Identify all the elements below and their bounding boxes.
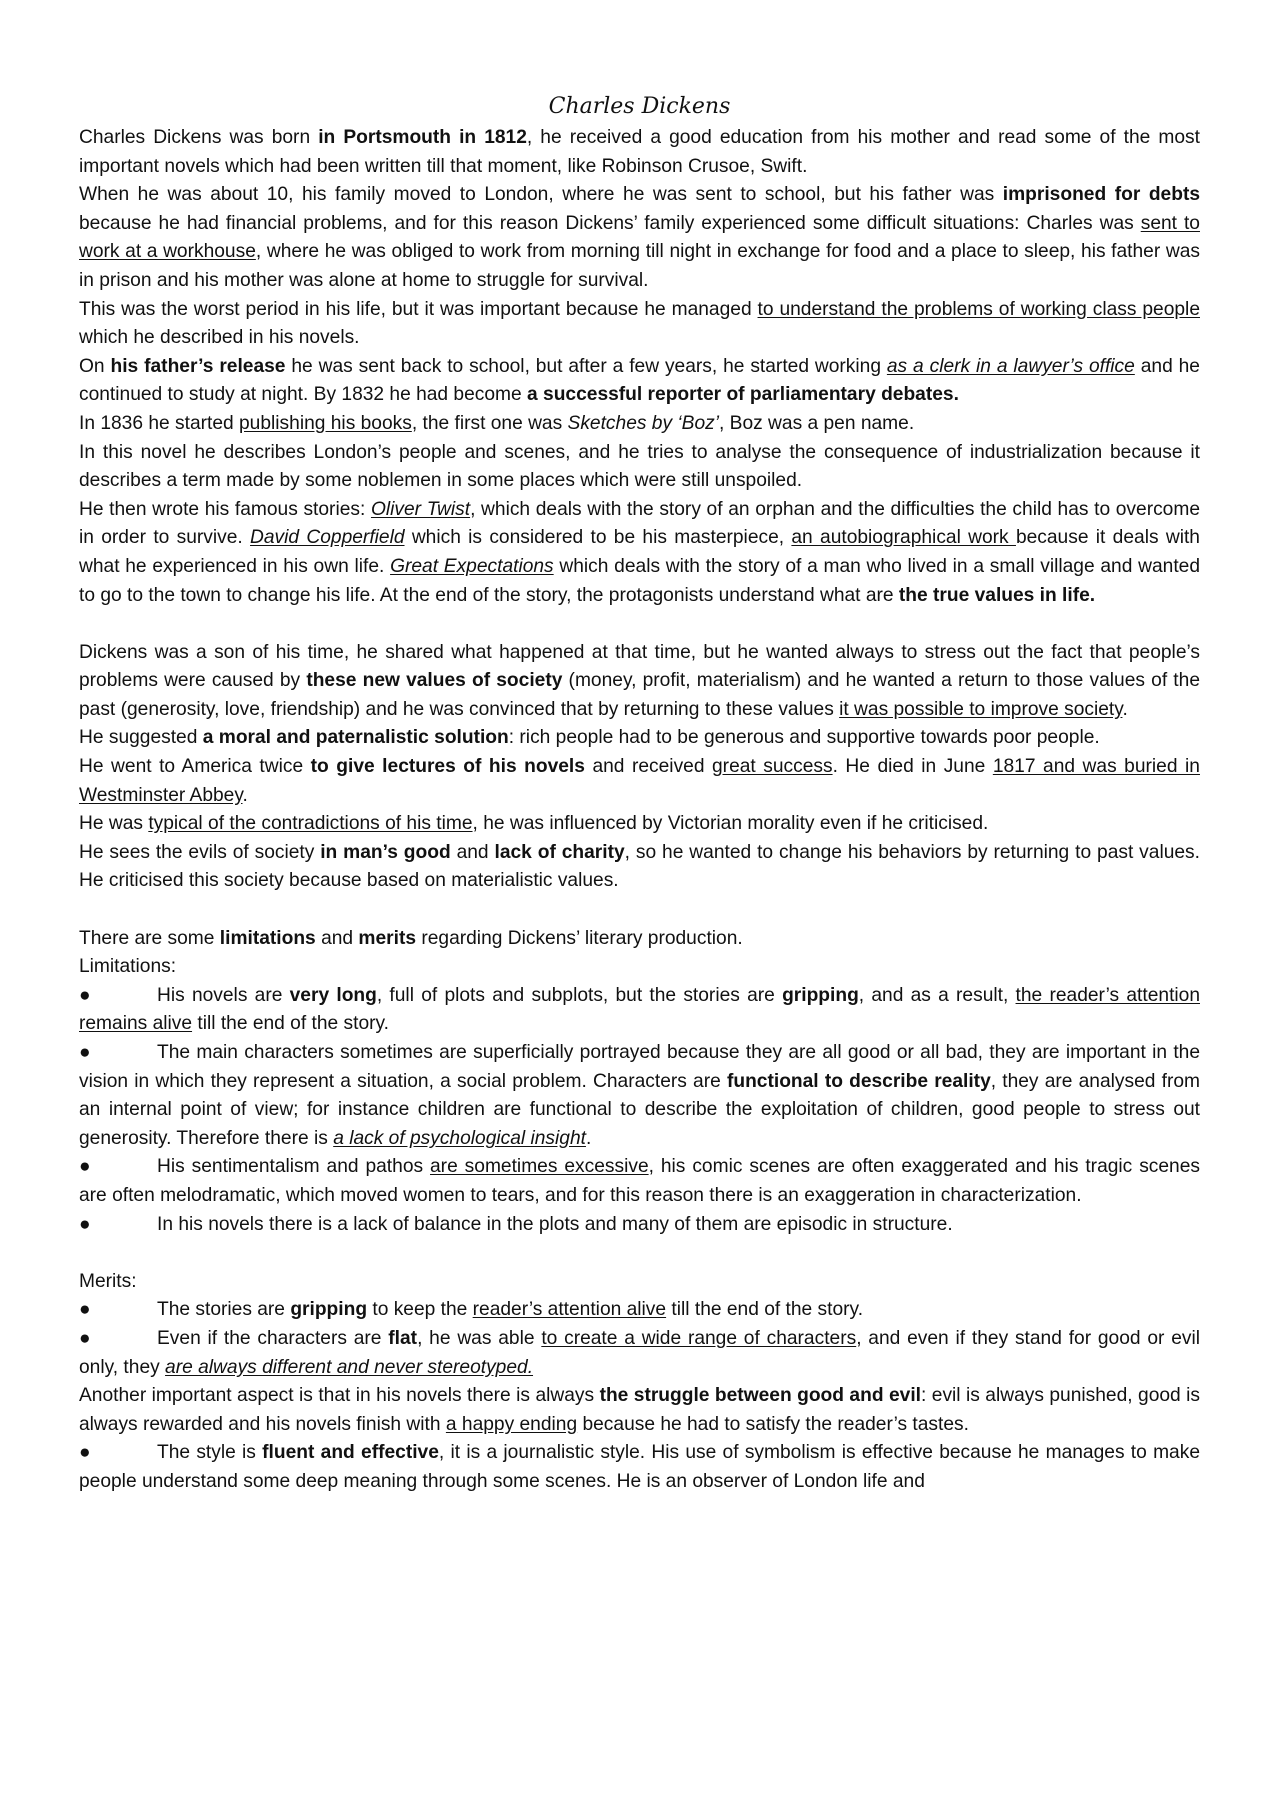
paragraph-famous-stories: He then wrote his famous stories: Oliver Twist, which deals with the story of an orphan and the difficulties the child has to overcome in order to survive. David Copperfield which is considered to be his masterpiece, an autobiographical work because it deals with what he experienced in his own life. Great Expectations which deals with the story of a man who lived in a small village and wanted to go to the town to change his life. At the end of the story, the protagonists understand what are the true values in life. [79, 498, 1201, 606]
spacer [79, 896, 1200, 925]
bullet-icon: ● [79, 1042, 91, 1063]
bullet-icon: ● [79, 1156, 91, 1178]
paragraph-limitations-merits-intro: There are some limitations and merits regarding Dickens’ literary production. [79, 927, 743, 949]
paragraph-sketches: In this novel he describes London’s people and scenes, and he tries to analyse the consequence of industrialization because it describes a term made by some noblemen in some places which were still unspoiled. [79, 441, 1200, 492]
paragraph-publishing: In 1836 he started publishing his books, the first one was Sketches by ‘Boz’, Boz was a pen name. [79, 412, 915, 434]
paragraph-evils-of-society: He sees the evils of society in man’s good and lack of charity, so he wanted to change his behaviors by returning to past values. He criticised this society because based on materialistic values. [79, 841, 1200, 892]
paragraph-contradictions: He was typical of the contradictions of his time, he was influenced by Victorian morality even if he criticised. [79, 813, 989, 835]
paragraph-son-of-his-time: Dickens was a son of his time, he shared what happened at that time, but he wanted always to stress out the fact that people’s problems were caused by these new values of society (money, profit, materialism) and he wanted a return to those values of the past (generosity, love, friendship) and he was convinced that by returning to these values it was possible to improve society. [79, 641, 1200, 720]
spacer [79, 610, 1200, 639]
paragraph-worst-period: This was the worst period in his life, but it was important because he managed to understand the problems of working class people which he described in his novels. [79, 298, 1200, 349]
spacer [79, 1239, 1200, 1268]
paragraph-career: On his father’s release he was sent back to school, but after a few years, he started working as a clerk in a lawyer’s office and he continued to study at night. By 1832 he had become a successful reporter of parliamentary debates. [79, 355, 1200, 406]
document-title: Charles Dickens [548, 94, 731, 119]
list-item-merit: ● Even if the characters are flat, he was able to create a wide range of characters, and even if they stand for good or evil only, they are always different and never stereotyped. [79, 1325, 1200, 1382]
paragraph-childhood: When he was about 10, his family moved to London, where he was sent to school, but his father was imprisoned for debts because he had financial problems, and for this reason Dickens’ family experienced some difficult situations: Charles was sent to work at a workhouse, where he was obliged to work from morning till night in exchange for food and a place to sleep, his father was in prison and his mother was alone at home to struggle for survival. [79, 184, 1201, 291]
paragraph-moral-solution: He suggested a moral and paternalistic solution: rich people had to be generous and supportive towards poor people. [79, 727, 1100, 749]
list-item-limitation: ● In his novels there is a lack of balance in the plots and many of them are episodic in structure. [79, 1211, 1200, 1240]
list-item-limitation: ● His sentimentalism and pathos are sometimes excessive, his comic scenes are often exaggerated and his tragic scenes are often melodramatic, which moved women to tears, and for this reason there is an exaggeration in characterization. [79, 1153, 1200, 1210]
list-item-merit: ● The style is fluent and effective, it is a journalistic style. His use of symbolism is effective because he manages to make people understand some deep meaning through some scenes. He is an observer of London life and [79, 1439, 1200, 1496]
limitations-heading: Limitations: [79, 956, 177, 978]
list-item-limitation: ● His novels are very long, full of plots and subplots, but the stories are gripping, and as a result, the reader’s attention remains alive till the end of the story. [79, 982, 1200, 1039]
list-item-merit: ● The stories are gripping to keep the reader’s attention alive till the end of the story. [79, 1296, 1200, 1325]
paragraph-good-and-evil: Another important aspect is that in his novels there is always the struggle between good and evil: evil is always punished, good is always rewarded and his novels finish with a happy ending because he had to satisfy the reader’s tastes. [79, 1385, 1201, 1435]
paragraph-birth: Charles Dickens was born in Portsmouth in 1812, he received a good education from his mother and read some of the most important novels which had been written till that moment, like Robinson Crusoe, Swift. [79, 127, 1200, 177]
bullet-icon: ● [79, 1327, 91, 1349]
bullet-icon: ● [79, 1299, 91, 1321]
merits-heading: Merits: [79, 1270, 137, 1292]
bullet-icon: ● [79, 1442, 91, 1464]
bullet-icon: ● [79, 1213, 91, 1235]
list-item-limitation: ● The main characters sometimes are superficially portrayed because they are all good or all bad, they are important in the vision in which they represent a situation, a social problem. Characters are functional to describe reality, they are analysed from an internal point of view; for instance children are functional to describe the exploitation of children, good people to stress out generosity. Therefore there is a lack of psychological insight. [79, 1039, 1200, 1153]
paragraph-america: He went to America twice to give lectures of his novels and received great success. He died in June 1817 and was buried in Westminster Abbey. [79, 756, 1200, 806]
bullet-icon: ● [79, 984, 91, 1006]
